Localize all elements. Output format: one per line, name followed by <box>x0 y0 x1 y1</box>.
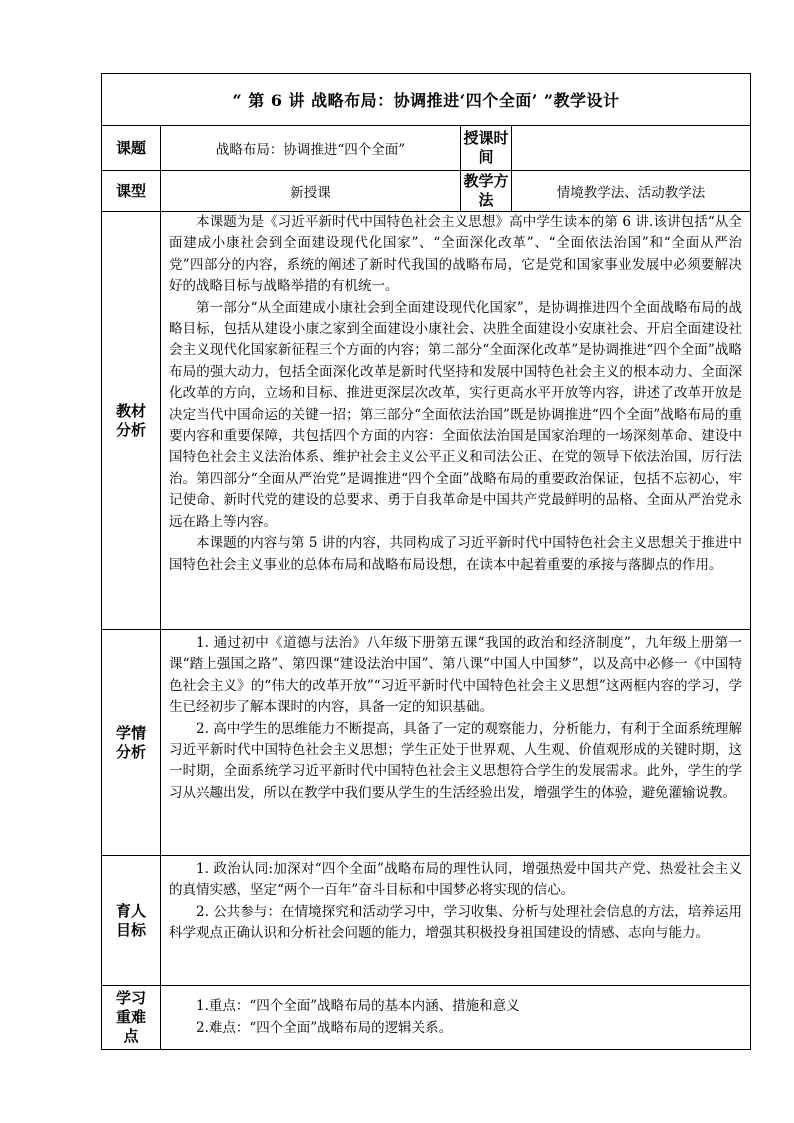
paragraph: 本课题为是《习近平新时代中国特色社会主义思想》高中学生读本的第 6 讲.该讲包括“从全面建成小康社会到全面建设现代化国家”、“全面深化改革”、“全面依法治国”和“全面从严治党”四部分的内容，系统的阐述了新时代我国的战略布局，它是党和国家事业发展中必须要解决好的战略目标与战略举措的有机统一。 <box>169 214 743 295</box>
paragraph: 第一部分“从全面建成小康社会到全面建设现代化国家”，是协调推进四个全面战略布局的战略目标，包括从建设小康之家到全面建设小康社会、决胜全面建设小安康社会、开启全面建设社会主义现代化国家新征程三个方面的内容；第二部分“全面深化改革”是协调推进“四个全面”战略布局的强大动力，包括全面深化改革是新时代坚持和发展中国特色社会主义的根本动力、全面深化改革的方向，立场和目标、推进更深层次改革，实行更高水平开放等内容，讲述了改革开放是决定当代中国命运的关键一招；第三部分“全面依法治国”既是协调推进“四个全面”战略布局的重要内容和重要保障，共包括四个方面的内容：全面依法治国是国家治理的一场深刻革命、建设中国特色社会主义法治体系、维护社会主义公平正义和司法公正、在党的领导下依法治国，厉行法治。第四部分“全面从严治党”是调推进“四个全面”战略布局的重要政治保证，包括不忘初心，牢记使命、新时代党的建设的总要求、勇于自我革命是中国共产党最鲜明的品格、全面从严治党永远在路上等内容。 <box>169 299 743 530</box>
education-goals-content <box>161 856 751 986</box>
paragraph: 2. 公共参与：在情境探究和活动学习中，学习收集、分析与处理社会信息的方法，培养运用科学观点正确认识和分析社会问题的能力，增强其积极投身祖国建设的情感、志向与能力。 <box>169 903 743 942</box>
lesson-time-value <box>512 126 751 171</box>
learner-analysis-row <box>102 630 751 856</box>
label-line: 育人 <box>115 901 146 920</box>
paragraph: 1. 政治认同:加深对“四个全面”战略布局的理性认同，增强热爱中国共产党、热爱社会主义的真情实感，坚定“两个一百年”奋斗目标和中国梦必将实现的信心。 <box>169 861 743 899</box>
textbook-analysis-row <box>102 212 751 630</box>
learner-analysis-label <box>102 630 161 856</box>
label-line: 教材 <box>115 401 146 420</box>
education-goals-row <box>102 856 751 986</box>
label-line: 点 <box>123 1027 139 1045</box>
lesson-time-label: 授课时间 <box>461 126 512 171</box>
key-points-row <box>102 986 751 1050</box>
lesson-type-value: 新授课 <box>161 171 461 212</box>
topic-value: 战略布局：协调推进“四个全面” <box>161 126 461 171</box>
label-line: 学习 <box>115 989 146 1007</box>
education-goals-label <box>102 856 161 986</box>
document-title: “ 第 6 讲 战略布局：协调推进‘四个全面’ ”教学设计 <box>102 74 751 126</box>
key-point-item: 1.重点：“四个全面”战略布局的基本内涵、措施和意义 <box>196 998 520 1015</box>
textbook-analysis-content <box>161 212 751 630</box>
paragraph: 2. 高中学生的思维能力不断提高，具备了一定的观察能力，分析能力，有利于全面系统理解习近平新时代中国特色社会主义思想；学生正处于世界观、人生观、价值观形成的关键时期，这一时期，全面系统学习近平新时代中国特色社会主义思想符合学生的发展需求。此外，学生的学习从兴趣出发，所以在教学中我们要从学生的生活经验出发，增强学生的体验，避免灌输说教。 <box>169 720 743 801</box>
key-points-content <box>161 986 751 1050</box>
teaching-method-value: 情境教学法、活动教学法 <box>512 171 751 212</box>
teaching-method-label: 教学方法 <box>461 171 512 212</box>
label-line: 分析 <box>115 742 146 761</box>
paragraph: 本课题的内容与第 5 讲的内容，共同构成了习近平新时代中国特色社会主义思想关于推进中国特色社会主义事业的总体布局和战略布局设想，在读本中起着重要的承接与落脚点的作用。 <box>169 535 743 573</box>
lesson-type-label: 课型 <box>102 171 161 212</box>
label-line: 分析 <box>115 420 146 439</box>
learner-analysis-content <box>161 630 751 856</box>
label-line: 目标 <box>115 920 146 939</box>
label-line: 学情 <box>115 723 146 742</box>
textbook-analysis-label <box>102 212 161 630</box>
key-point-item: 2.难点：“四个全面”战略布局的逻辑关系。 <box>196 1019 453 1036</box>
type-row <box>102 171 751 212</box>
lesson-plan-table <box>101 73 751 1050</box>
topic-label: 课题 <box>102 126 161 171</box>
label-line: 重难 <box>115 1008 146 1026</box>
title-row <box>102 74 751 126</box>
topic-row <box>102 126 751 171</box>
paragraph: 1. 通过初中《道德与法治》八年级下册第五课“我国的政治和经济制度”，九年级上册第一课“踏上强国之路”、第四课“建设法治中国”、第八课“中国人中国梦”，以及高中必修一《中国特色社会主义》的“伟大的改革开放”“习近平新时代中国特色社会主义思想”这两框内容的学习，学生已经初步了解本课时的内容，具备一定的知识基础。 <box>169 635 743 716</box>
key-points-label <box>102 986 161 1050</box>
